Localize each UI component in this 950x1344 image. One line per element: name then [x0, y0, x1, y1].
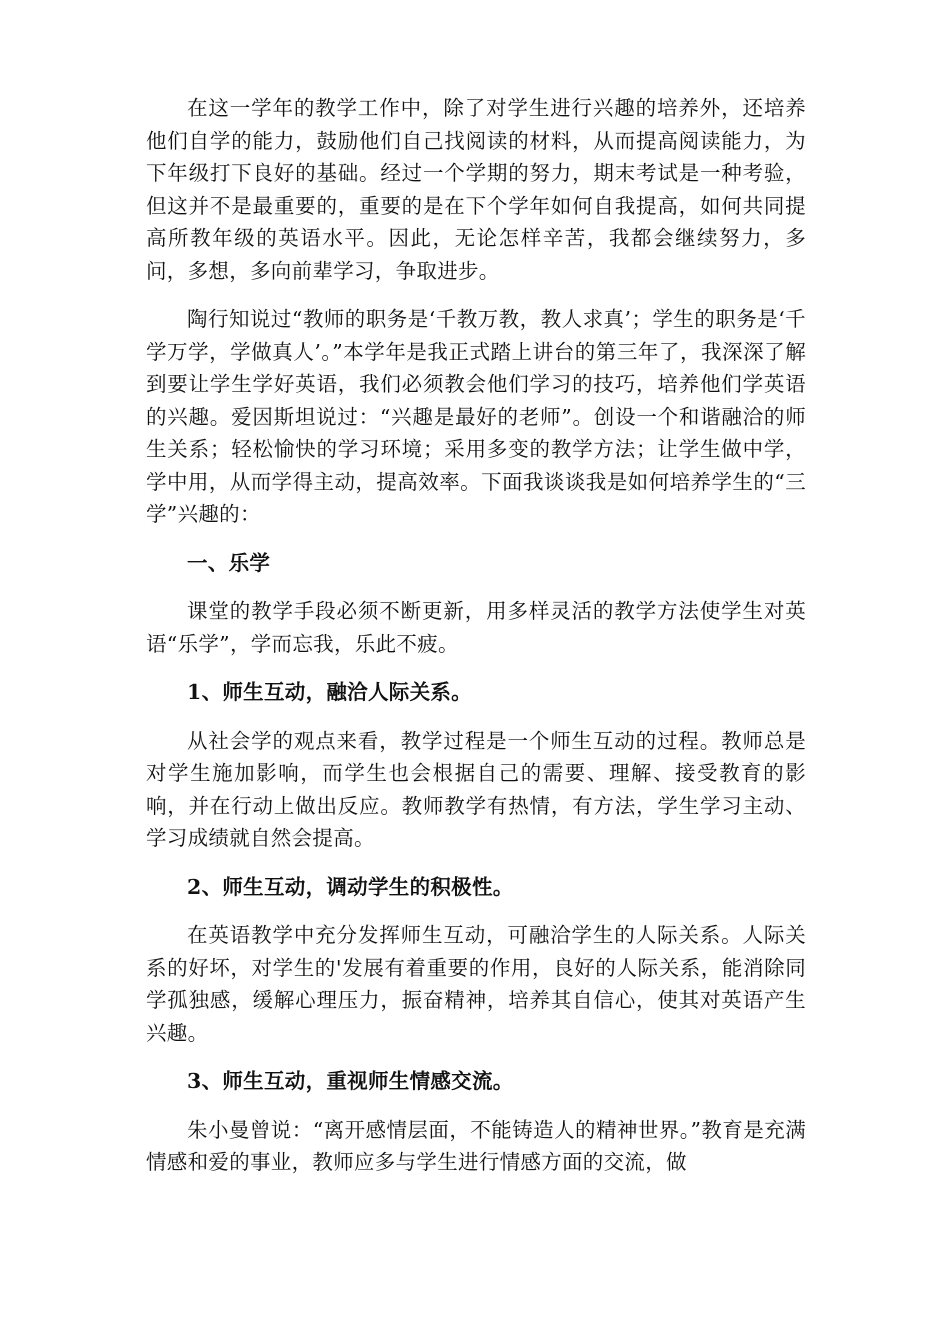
heading-section-2: 2、师生互动，调动学生的积极性。: [187, 874, 514, 899]
paragraph-tao-xingzhi: 陶行知说过“教师的职务是‘千教万教，教人求真’；学生的职务是‘千学万学，学做真人’。”本学年是我正式踏上讲台的第三年了，我深深了解到要让学生学好英语，我们必须教会他们学习的技巧，培养他们学英语的兴趣。爱因斯坦说过：“兴趣是最好的老师”。创设一个和谐融洽的师生关系；轻松愉快的学习环境；采用多变的教学方法；让学生做中学，学中用，从而学得主动，提高效率。下面我谈谈我是如何培养学生的“三学”兴趣的：: [146, 307, 806, 526]
paragraph-section-1: 从社会学的观点来看，教学过程是一个师生互动的过程。教师总是对学生施加影响，而学生也会根据自己的需要、理解、接受教育的影响，并在行动上做出反应。教师教学有热情，有方法，学生学习主动、学习成绩就自然会提高。: [146, 728, 806, 850]
heading-le-xue: 一、乐学: [187, 550, 271, 575]
heading-section-3: 3、师生互动，重视师生情感交流。: [187, 1069, 514, 1093]
document-page: [146, 92, 806, 1195]
paragraph-le-xue: 课堂的教学手段必须不断更新，用多样灵活的教学方法使学生对英语“乐学”，学而忘我，乐此不疲。: [146, 599, 806, 656]
heading-section-1: 1、师生互动，融洽人际关系。: [187, 680, 472, 704]
paragraph-intro: 在这一学年的教学工作中，除了对学生进行兴趣的培养外，还培养他们自学的能力，鼓励他们自己找阅读的材料，从而提高阅读能力，为下年级打下良好的基础。经过一个学期的努力，期末考试是一种考验，但这并不是最重要的，重要的是在下个学年如何自我提高，如何共同提高所教年级的英语水平。因此，无论怎样辛苦，我都会继续努力，多问，多想，多向前辈学习，争取进步。: [146, 96, 806, 283]
paragraph-section-3: 朱小曼曾说：“离开感情层面，不能铸造人的精神世界。”教育是充满情感和爱的事业，教师应多与学生进行情感方面的交流，做: [146, 1117, 806, 1174]
paragraph-section-2: 在英语教学中充分发挥师生互动，可融洽学生的人际关系。人际关系的好坏，对学生的'发展有着重要的作用，良好的人际关系，能消除同学孤独感，缓解心理压力，振奋精神，培养其自信心，使其对英语产生兴趣。: [146, 923, 806, 1045]
